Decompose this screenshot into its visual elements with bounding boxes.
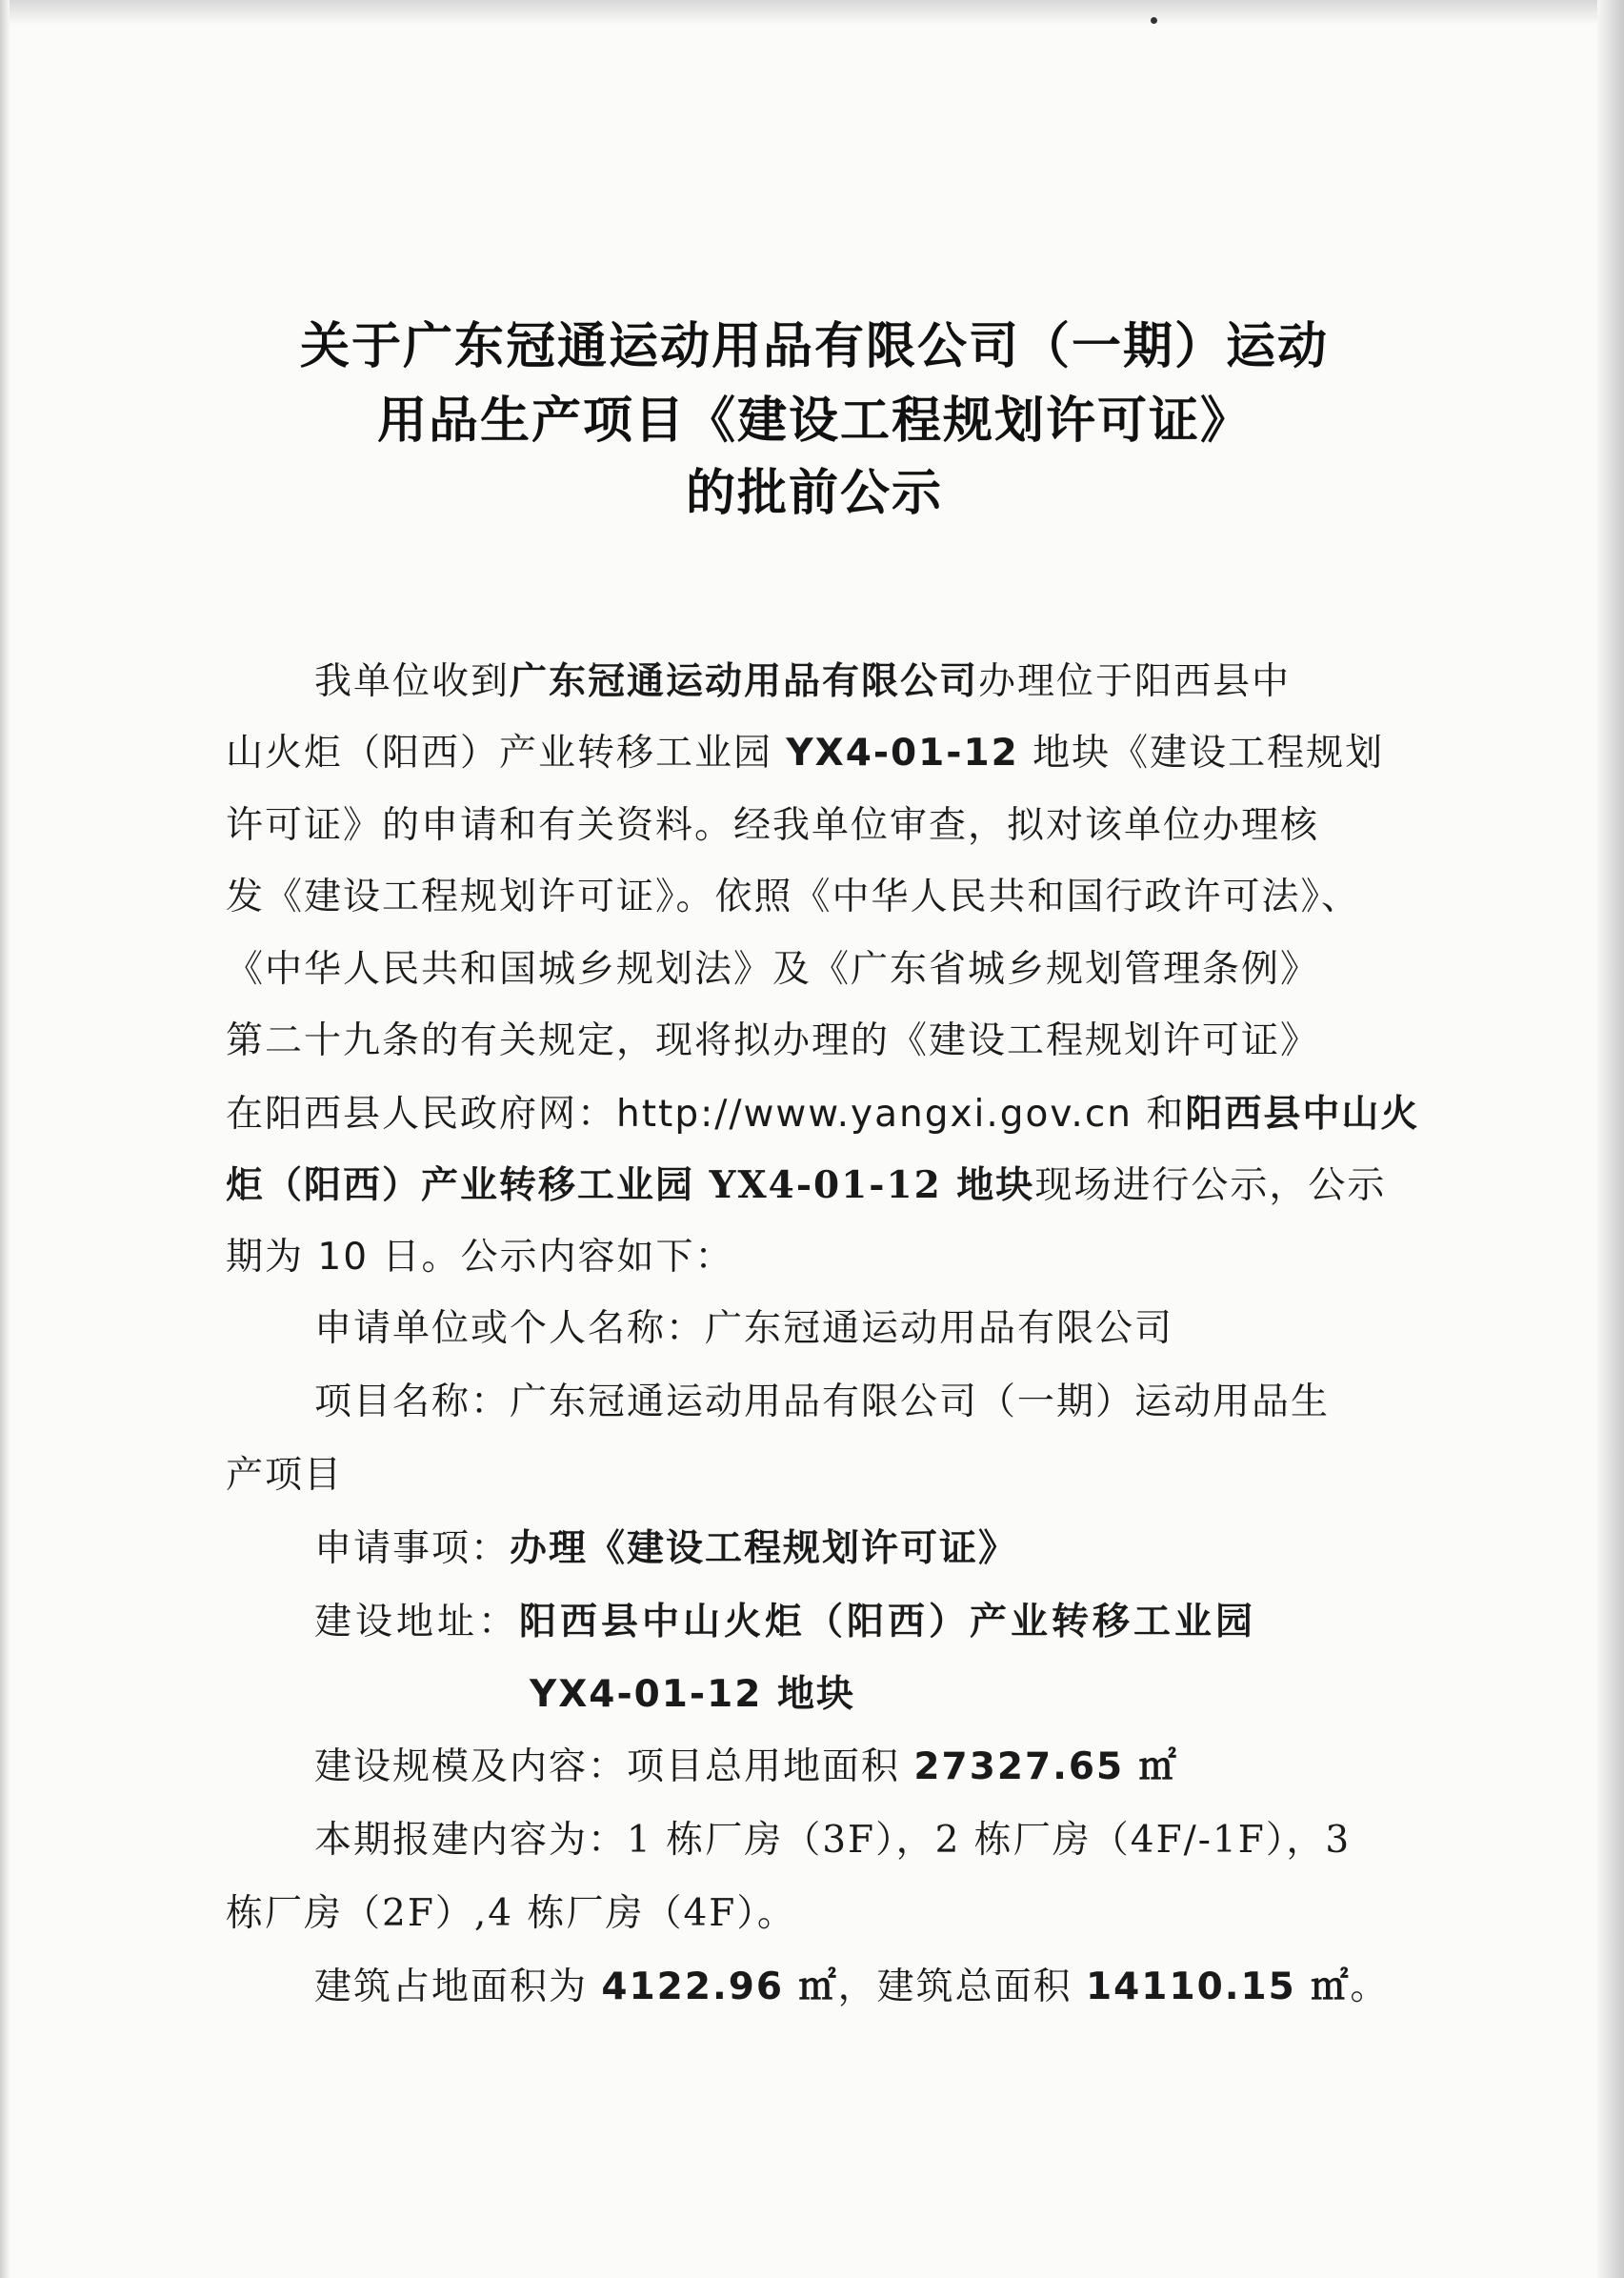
area-row <box>314 1964 1389 2011</box>
applicant-label: 申请单位或个人名称： <box>314 1307 706 1350</box>
matter-row <box>314 1524 1017 1573</box>
applicant-row <box>314 1305 1173 1353</box>
phase-row-continued: 栋厂房（2F）,4 栋厂房（4F）。 <box>226 1892 796 1935</box>
site-location-bold: 阳西县中山火 <box>1185 1092 1420 1136</box>
body-text: 在阳西县人民政府网： <box>226 1093 617 1136</box>
body-line-9 <box>226 1234 733 1281</box>
scale-text: 项目总用地面积 <box>627 1745 914 1788</box>
address-row <box>314 1598 1256 1646</box>
notice-title-line-2: 用品生产项目《建设工程规划许可证》 <box>376 393 1252 450</box>
scan-shadow-right <box>1597 0 1624 2278</box>
body-line-6: 第二十九条的有关规定，现将拟办理的《建设工程规划许可证》 <box>226 1019 1320 1062</box>
body-text: 我单位收到 <box>314 660 511 703</box>
body-text: 地块《建设工程规划 <box>1018 732 1385 775</box>
project-value: 广东冠通运动用品有限公司（一期）运动用品生 <box>510 1381 1331 1423</box>
address-label: 建设地址： <box>314 1601 520 1643</box>
address-value: 阳西县中山火炬（阳西）产业转移工业园 <box>519 1600 1257 1643</box>
parcel-code-bold: YX4-01-12 <box>786 732 1019 775</box>
matter-value: 办理《建设工程规划许可证》 <box>510 1526 1018 1570</box>
body-text: 日。公示内容如下： <box>369 1236 734 1279</box>
phase-row: 本期报建内容为：1 栋厂房（3F），2 栋厂房（4F/-1F），3 <box>314 1819 1352 1862</box>
scale-label: 建设规模及内容： <box>314 1745 628 1788</box>
area-text: 。 <box>1350 1966 1390 2008</box>
applicant-value: 广东冠通运动用品有限公司 <box>705 1307 1174 1350</box>
body-text: 山火炬（阳西）产业转移工业园 <box>226 732 787 775</box>
address-row-continued: YX4-01-12 地块 <box>530 1673 855 1716</box>
government-website-link[interactable]: http://www.yangxi.gov.cn <box>616 1093 1133 1136</box>
body-text: 和 <box>1133 1093 1186 1136</box>
notice-title-line-1: 关于广东冠通运动用品有限公司（一期）运动 <box>299 318 1329 375</box>
body-line-1 <box>314 657 1291 706</box>
total-floor-area: 14110.15 ㎡ <box>1086 1966 1351 2008</box>
project-label: 项目名称： <box>314 1381 511 1423</box>
body-text: 现场进行公示，公示 <box>1034 1164 1387 1207</box>
scan-speck <box>1151 17 1157 24</box>
notice-title-line-3: 的批前公示 <box>685 465 943 522</box>
body-line-5: 《中华人民共和国城乡规划法》及《广东省城乡规划管理条例》 <box>226 948 1320 991</box>
notice-days: 10 <box>317 1236 370 1279</box>
body-text: 办理位于阳西县中 <box>978 660 1292 703</box>
body-text: 期为 <box>226 1236 318 1279</box>
footprint-area: 4122.96 ㎡ <box>601 1966 838 2008</box>
body-line-3: 许可证》的申请和有关资料。经我单位审查，拟对该单位办理核 <box>226 804 1320 847</box>
scale-row <box>314 1744 1178 1791</box>
applicant-name-bold: 广东冠通运动用品有限公司 <box>510 659 979 703</box>
body-line-7 <box>226 1090 1419 1139</box>
body-line-2 <box>226 730 1384 777</box>
project-row <box>314 1379 1330 1426</box>
area-text: 建筑占地面积为 <box>314 1966 602 2008</box>
scan-shadow-left <box>0 0 10 2278</box>
body-line-8 <box>226 1161 1386 1210</box>
scan-shadow-top <box>0 0 1624 25</box>
project-row-continued: 产项目 <box>226 1454 344 1497</box>
body-line-4: 发《建设工程规划许可证》。依照《中华人民共和国行政许可法》、 <box>226 876 1361 918</box>
area-text: ，建筑总面积 <box>837 1966 1087 2008</box>
matter-label: 申请事项： <box>314 1527 511 1570</box>
total-land-area: 27327.65 ㎡ <box>913 1745 1178 1788</box>
site-location-bold: 炬（阳西）产业转移工业园 YX4-01-12 地块 <box>226 1163 1035 1207</box>
